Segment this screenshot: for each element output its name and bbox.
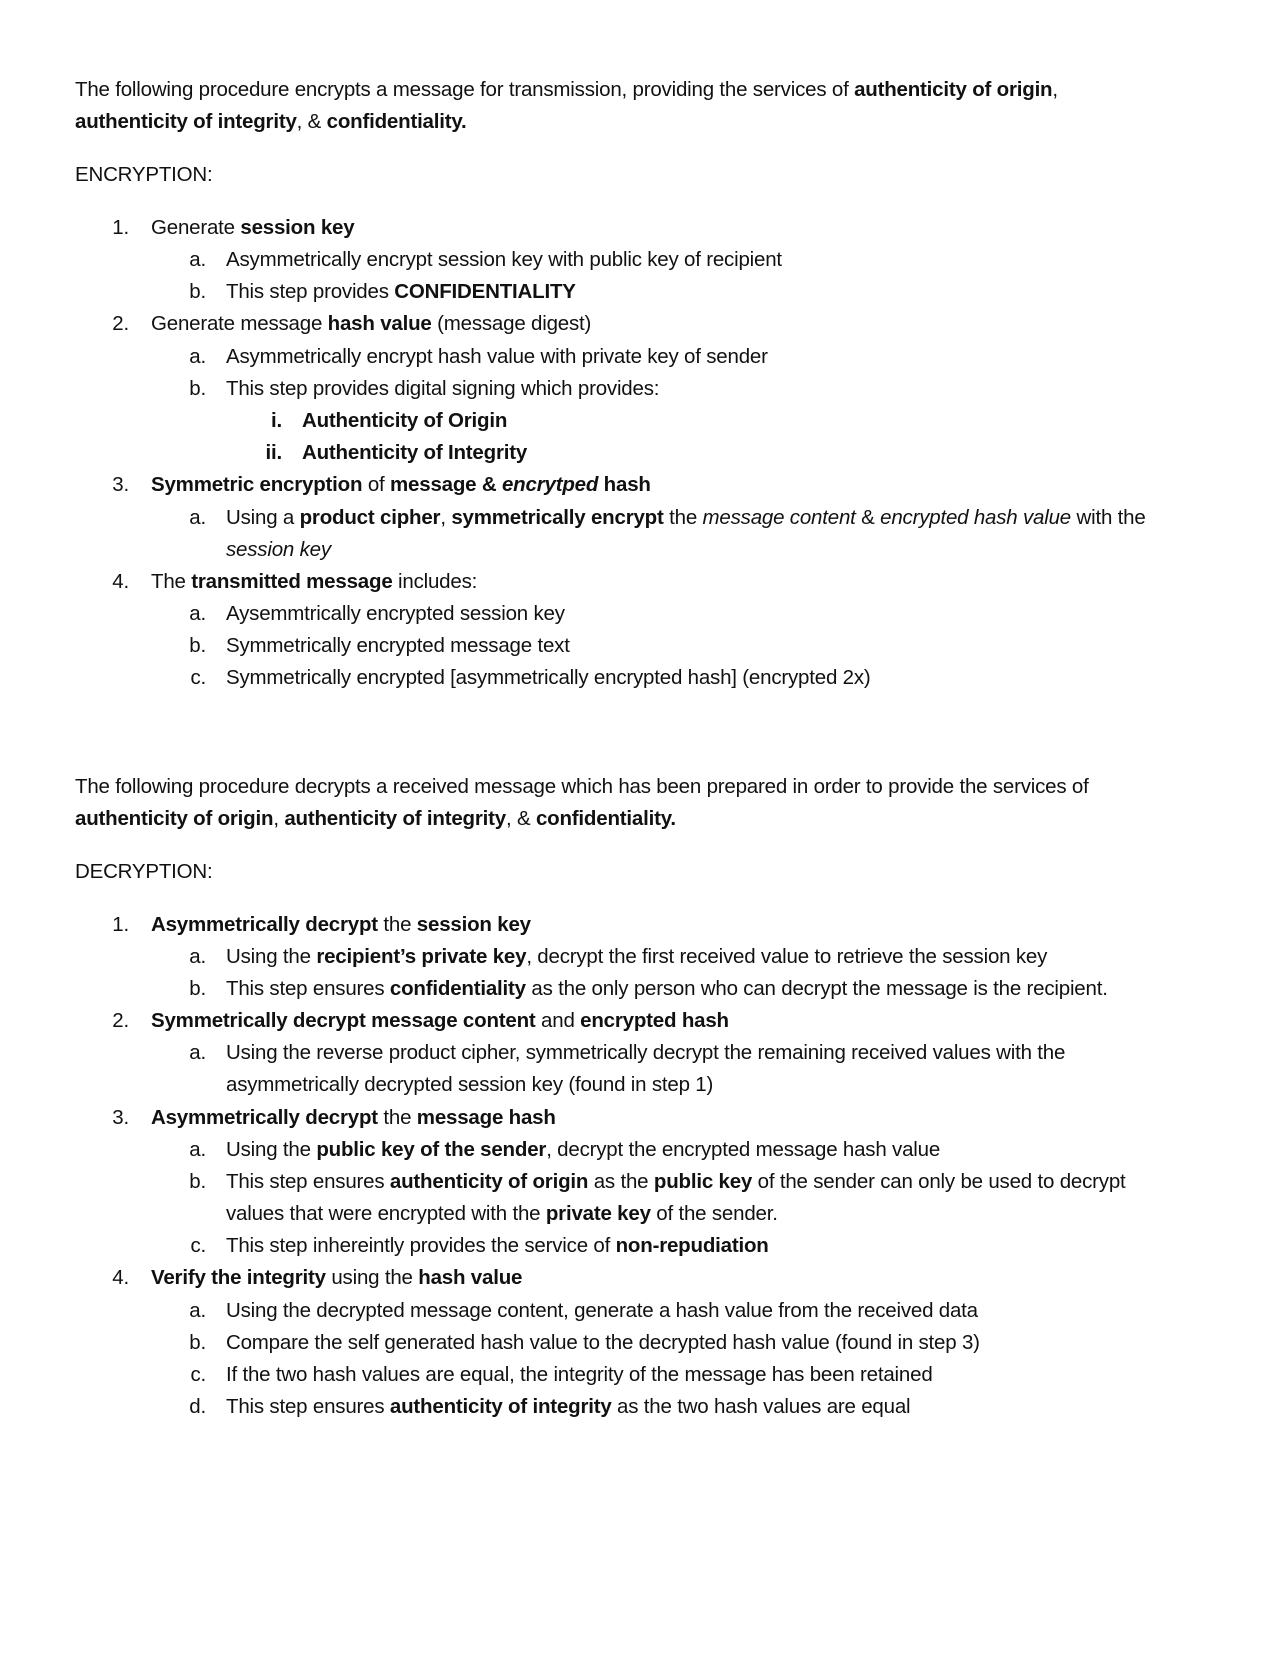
list-letter: a. xyxy=(189,248,206,271)
list-letter: d. xyxy=(189,1395,206,1418)
encryption-intro xyxy=(75,74,1195,138)
list-item: If the two hash values are equal, the integrity of the message has been retained xyxy=(226,1363,933,1386)
list-item: Generate session key xyxy=(151,216,355,239)
list-letter: a. xyxy=(189,945,206,968)
list-letter: b. xyxy=(189,377,206,400)
list-item: Using the recipient’s private key, decrypt the first received value to retrieve the session key xyxy=(226,945,1048,968)
list-number: 4. xyxy=(112,1266,129,1289)
list-letter: b. xyxy=(189,1331,206,1354)
intro-text: , & xyxy=(296,110,327,133)
list-letter: c. xyxy=(190,1234,206,1257)
list-item: Using the decrypted message content, generate a hash value from the received data xyxy=(226,1299,978,1322)
list-item: Asymmetrically encrypt session key with public key of recipient xyxy=(226,248,782,271)
list-letter: a. xyxy=(189,602,206,625)
list-letter: b. xyxy=(189,1170,206,1193)
list-item: Symmetrically decrypt message content and encrypted hash xyxy=(151,1009,729,1032)
list-number: 3. xyxy=(112,473,129,496)
list-item: Using a product cipher, symmetrically encrypt the message content & encrypted hash value with the xyxy=(226,506,1146,529)
list-roman: ii. xyxy=(265,441,282,464)
intro-bold: authenticity of origin xyxy=(854,78,1053,101)
list-item-continuation: values that were encrypted with the private key of the sender. xyxy=(226,1202,778,1225)
list-item: Using the reverse product cipher, symmetrically decrypt the remaining received values with the xyxy=(226,1041,1066,1064)
list-letter: a. xyxy=(189,1299,206,1322)
list-item: Asymmetrically decrypt the message hash xyxy=(151,1106,556,1129)
list-number: 4. xyxy=(112,570,129,593)
list-letter: a. xyxy=(189,1041,206,1064)
list-item: Authenticity of Origin xyxy=(302,409,508,432)
list-letter: a. xyxy=(189,1138,206,1161)
list-letter: b. xyxy=(189,280,206,303)
list-item: This step ensures confidentiality as the only person who can decrypt the message is the recipient. xyxy=(226,977,1108,1000)
list-number: 1. xyxy=(112,216,129,239)
list-item: Authenticity of Integrity xyxy=(302,441,528,464)
list-letter: a. xyxy=(189,506,206,529)
list-item: Symmetrically encrypted message text xyxy=(226,634,570,657)
list-number: 1. xyxy=(112,913,129,936)
list-letter: c. xyxy=(190,666,206,689)
list-number: 2. xyxy=(112,1009,129,1032)
list-item: Symmetric encryption of message & encrytped hash xyxy=(151,473,651,496)
list-item: This step provides CONFIDENTIALITY xyxy=(226,280,576,303)
list-item: This step ensures authenticity of origin as the public key of the sender can only be used to decrypt xyxy=(226,1170,1126,1193)
list-item-continuation: asymmetrically decrypted session key (found in step 1) xyxy=(226,1073,714,1096)
list-item: Asymmetrically encrypt hash value with private key of sender xyxy=(226,345,768,368)
list-number: 2. xyxy=(112,312,129,335)
list-item: Compare the self generated hash value to the decrypted hash value (found in step 3) xyxy=(226,1331,980,1354)
decryption-heading: DECRYPTION: xyxy=(75,860,213,883)
list-item: Generate message hash value (message digest) xyxy=(151,312,592,335)
list-letter: b. xyxy=(189,977,206,1000)
list-number: 3. xyxy=(112,1106,129,1129)
decryption-intro: The following procedure decrypts a received message which has been prepared in order to provide the services of authenticity of origin, authenticity of integrity, & confidentiality. xyxy=(75,775,1089,830)
intro-text: The following procedure encrypts a message for transmission, providing the services of xyxy=(75,78,855,101)
intro-bold: confidentiality. xyxy=(326,110,467,133)
list-item: This step provides digital signing which provides: xyxy=(226,377,660,400)
list-item: Symmetrically encrypted [asymmetrically encrypted hash] (encrypted 2x) xyxy=(226,666,871,689)
list-letter: b. xyxy=(189,634,206,657)
list-item: Verify the integrity using the hash value xyxy=(151,1266,523,1289)
list-letter: c. xyxy=(190,1363,206,1386)
intro-bold: authenticity of integrity xyxy=(75,110,297,133)
list-item: This step inhereintly provides the service of non-repudiation xyxy=(226,1234,769,1257)
encryption-heading: ENCRYPTION: xyxy=(75,163,213,186)
list-item: Aysemmtrically encrypted session key xyxy=(226,602,565,625)
list-roman: i. xyxy=(271,409,282,432)
intro-text: , xyxy=(1052,78,1058,101)
list-item: The transmitted message includes: xyxy=(151,570,478,593)
list-item: This step ensures authenticity of integrity as the two hash values are equal xyxy=(226,1395,911,1418)
list-item: Asymmetrically decrypt the session key xyxy=(151,913,531,936)
list-item: Using the public key of the sender, decrypt the encrypted message hash value xyxy=(226,1138,941,1161)
list-letter: a. xyxy=(189,345,206,368)
list-item-continuation: session key xyxy=(226,538,331,561)
